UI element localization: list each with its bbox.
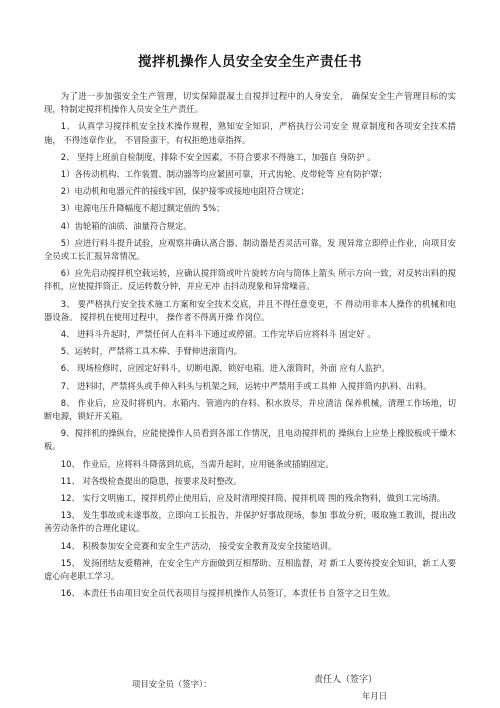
paragraph-intro: 为了进一步加强安全生产管理，切实保障混凝土自搅拌过程中的人身安全， 确保安全生产管理目标的实现，特制定搅拌机操作人员安全生产责任。 [44, 91, 456, 115]
signature-area [44, 672, 456, 708]
paragraph: 6、 现场检修时，应固定好料斗，切断电源，锁好电箱。进入滚筒时，外面 应有人监护。 [60, 363, 390, 374]
safety-officer-signature-label: 项目安全员（签字）： [132, 679, 212, 689]
paragraph: 4、 进料斗升起时，严禁任何人在料斗下通过或停留。工作完毕后应将料斗 固定好 。 [60, 329, 376, 340]
paragraph: 8、 作业后，应及时将机内、水箱内、管道内的存料、积水放尽，并应清洁 保养机械，清理工作场地，切断电源，锁好开关箱。 [44, 397, 456, 422]
paragraph: 3、 要严格执行安全技术施工方案和安全技术交底，并且不得任意变更，不 得动用非本人操作的机械和电器设备。 搅拌机在使用过程中， 操作者不得离开操 作岗位。 [44, 298, 456, 322]
document-title: 搅拌机操作人员安全安全生产责任书 [138, 54, 362, 70]
paragraph: 9、搅拌机的操纵台，应能使操作人员看到各部工作情况，且电动搅拌机的 操纵台上应垫上橡胶板或干燥木板。 [44, 428, 456, 452]
date-label: 年月日 [362, 691, 388, 701]
paragraph: 14、 积极参加安全竞赛和安全生产活动， 接受安全教育及安全技能培训。 [60, 540, 337, 551]
paragraph: 4）齿轮箱的油质、油量符合规定。 [60, 220, 192, 231]
paragraph: 1）各传动机构、工作装置、制动器等均应紧固可靠，开式齿轮、皮带轮等 应有防护罩； [60, 169, 388, 180]
paragraph: 5、运转时，严禁将工具木棒、手臂伸进滚筒内。 [60, 346, 242, 357]
paragraph: 5）应进行料斗提升试验，应观察并确认离合器、制动器是否灵活可靠，发 现异常立即停止作业，向项目安全员或工长汇报异常情况。 [44, 237, 456, 262]
paragraph: 13、 发生事故或未遂事故，立即向工长报告，并保护好事故现场，参加 事故分析，吸取施工教训，提出改善劳动条件的合理化建议。 [44, 510, 456, 534]
paragraph: 11、 对各级检查提出的隐患，按要求及时整改。 [60, 475, 242, 486]
paragraph: 6）应先启动搅拌机空载运转，应确认搅拌筒或叶片旋转方向与筒体上箭头 所示方向一致，对反转出料的搅拌机，应使搅拌筒正、反运转数分钟，并应无冲 击抖动现象和异常噪音。 [44, 268, 456, 292]
paragraph: 10、 作业后，应将料斗降落到坑底，当需升起时，应用链条或插销固定。 [60, 458, 334, 469]
paragraph: 12、 实行文明施工，搅拌机停止使用后，应及时清理搅拌筒、搅拌机周 围的残余物料，做到工完场清。 [60, 493, 446, 504]
paragraph: 2、 坚持上班前自检制度，排除不安全因素，不符合要求不得施工，加强自 身防护 。 [60, 151, 376, 162]
paragraph: 7、 进料时，严禁将头或手伸入料头与机架之间，运转中严禁用手或工具伸 入搅拌筒内扒料、出料。 [60, 380, 432, 391]
responsible-person-signature-label: 责任人（签字） [314, 675, 378, 685]
paragraph: 1、 认真学习搅拌机安全技术操作规程，熟知安全知识，严格执行公司安全 规章制度和各项安全技术措施， 不得违章作业， 不冒险蛮干，有权拒绝违章指挥。 [44, 121, 456, 145]
document-body [44, 90, 456, 601]
paragraph: 2）电动机和电器元件的接线牢固，保护接零或接地电阻符合规定； [60, 186, 309, 197]
paragraph: 16、 本责任书由项目安全员代表项目与搅拌机操作人员签订，本责任书 自签字之日生效。 [60, 588, 396, 599]
paragraph: 15、 发扬团结友爱精神，在安全生产方面做到互相帮助、互相监督，对 新工人要传授安全知识，新工人要虚心向老职工学习。 [44, 557, 456, 582]
paragraph: 3）电源电压升降幅度不超过额定值的 5%； [60, 203, 225, 214]
